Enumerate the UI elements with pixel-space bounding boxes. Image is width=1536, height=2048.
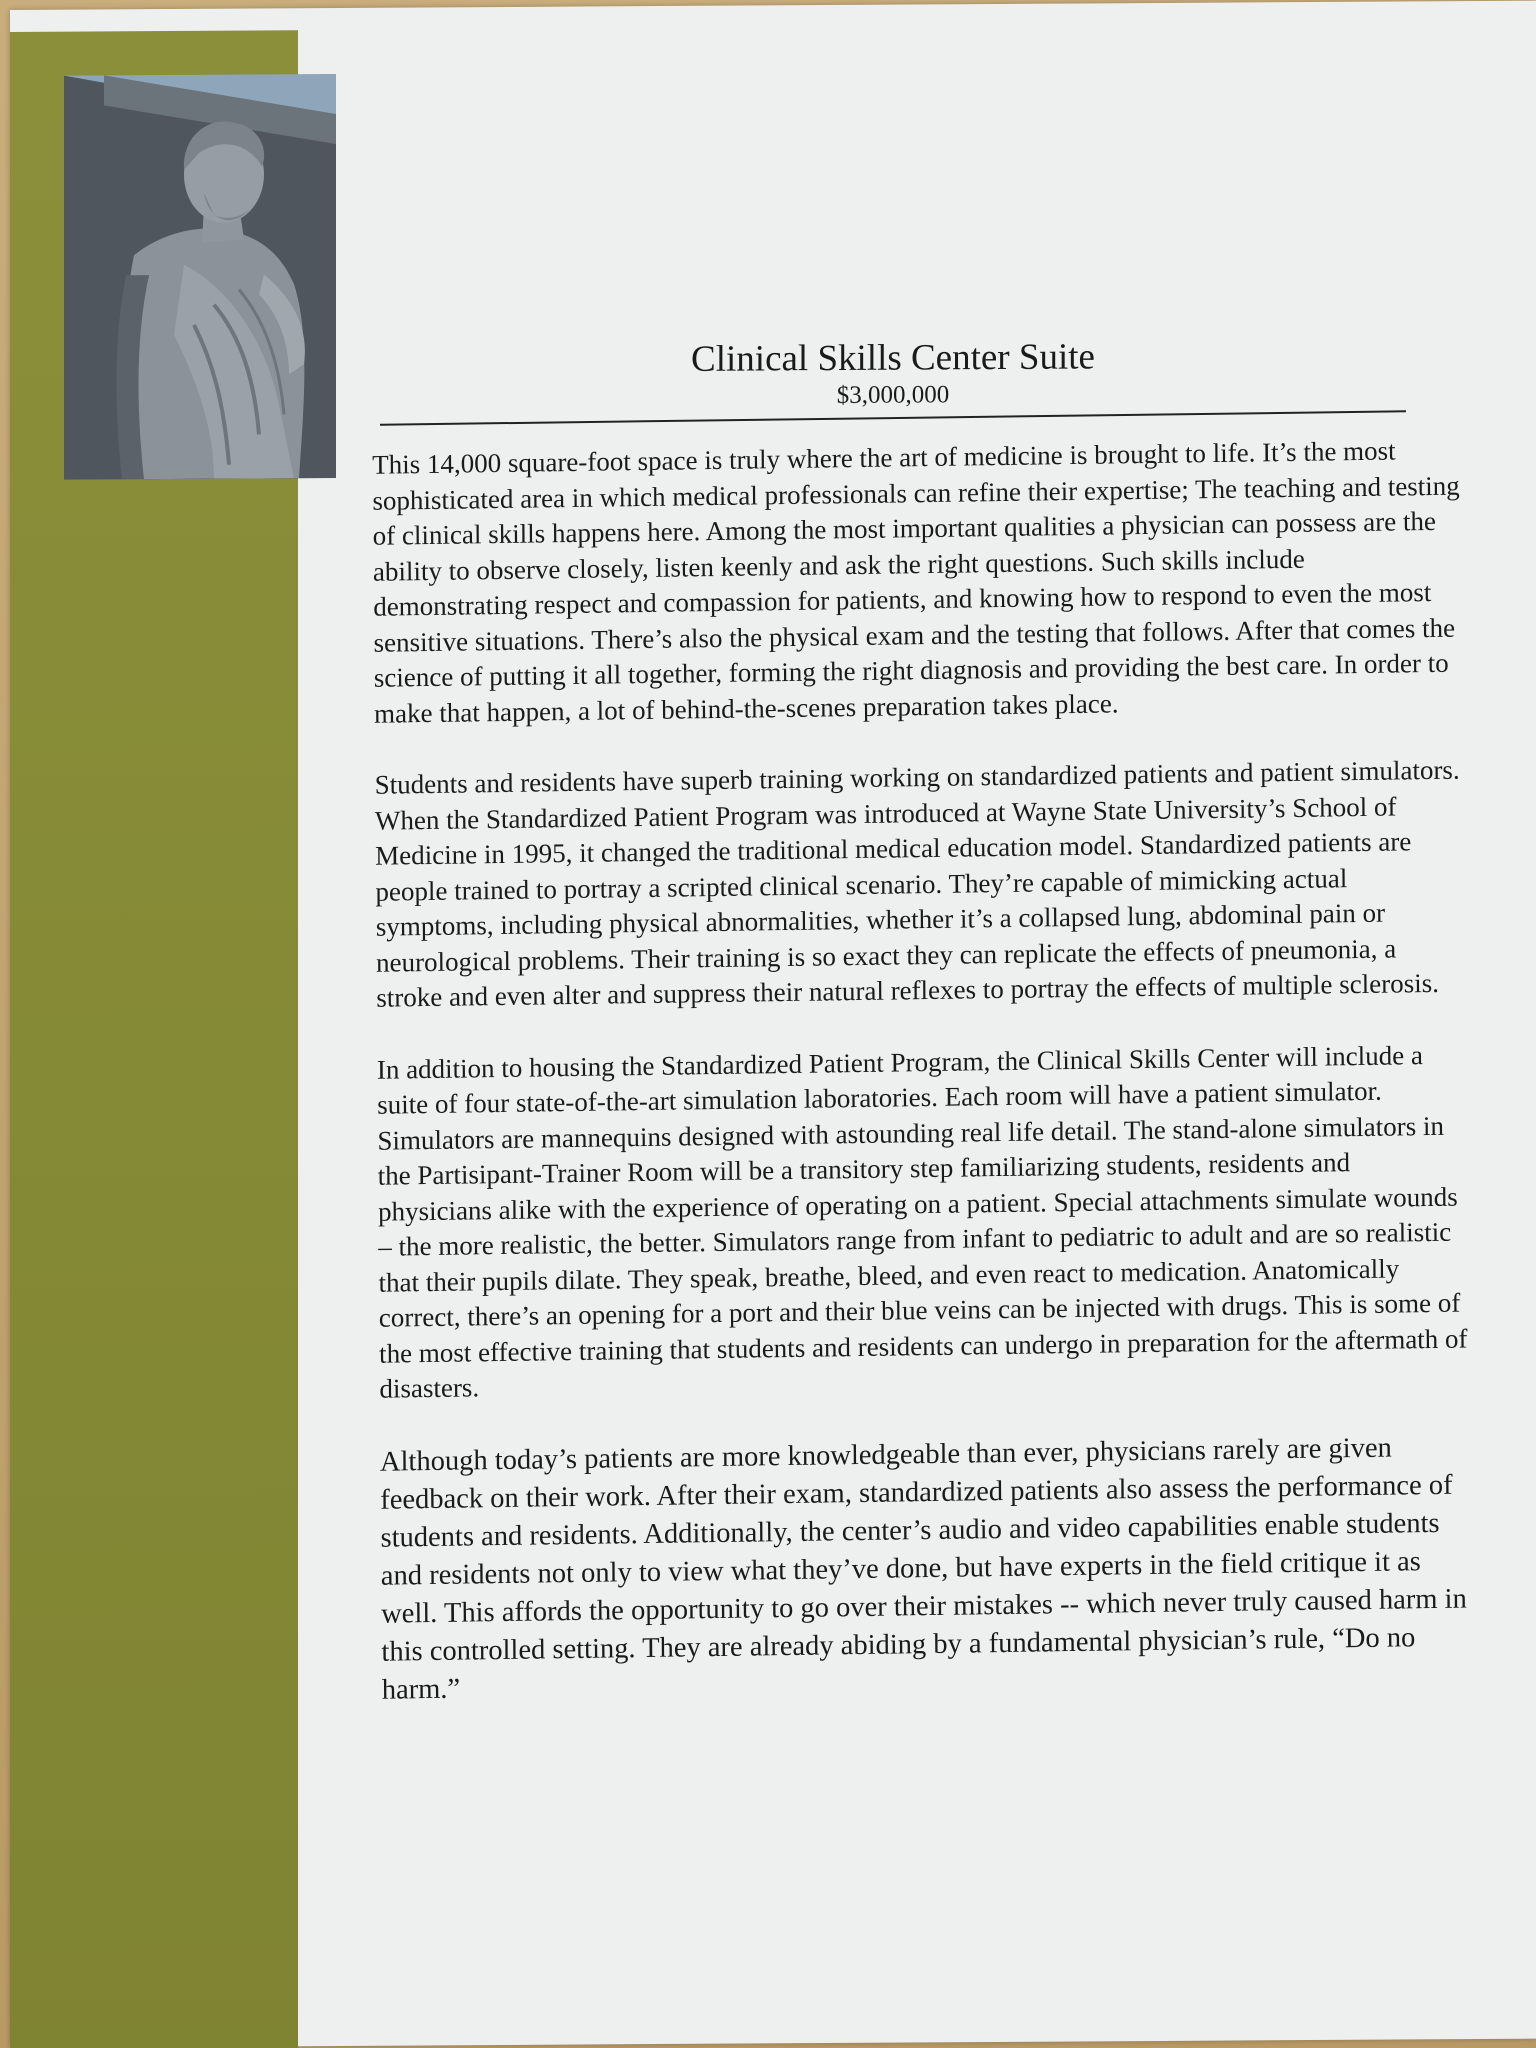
price-label: $3,000,000 <box>836 381 950 409</box>
statue-photo <box>64 74 336 480</box>
document-page <box>10 1 1536 2048</box>
paragraph: Students and residents have superb training working on standardized patients and patient simulators. When the Standardized Patient Program was introduced at Wayne State University’s School of Medicine in 1995, it changed the traditional medical education model. Standardized patients are people trained to portray a scripted clinical scenario. They’re capable of mimicking actual symptoms, including physical abnormalities, whether it’s a collapsed lung, abdominal pain or neurological problems. Their training is so exact they can replicate the effects of pneumonia, a stroke and even alter and suppress their natural reflexes to portray the effects of multiple sclerosis. <box>374 754 1460 1013</box>
paragraph: In addition to housing the Standardized Patient Program, the Clinical Skills Center will include a suite of four state-of-the-art simulation laboratories. Each room will have a patient simulator. Simulators are mannequins designed with astounding real life detail. The stand-alone simulators in the Partisipant-Trainer Room will be a transitory step familiarizing students, residents and physicians alike with the experience of operating on a patient. Special attachments simulate wounds – the more realistic, the better. Simulators range from infant to pediatric to adult and are so realistic that their pupils dilate. They speak, breathe, bleed, and even react to medication. Anatomically correct, there’s an opening for a port and their blue veins can be injected with drugs. This is some of the most effective training that students and residents can undergo in preparation for the aftermath of disasters. <box>376 1039 1468 1404</box>
paragraph: This 14,000 square-foot space is truly where the art of medicine is brought to life. It’s the most sophisticated area in which medical professionals can refine their expertise; The teaching and testing of clinical skills happens here. Among the most important qualities a physician can possess are the ability to observe closely, listen keenly and ask the right questions. Such skills include demonstrating respect and compassion for patients, and knowing how to respond to even the most sensitive situations. There’s also the physical exam and the testing that follows. After that comes the science of putting it all together, forming the right diagnosis and providing the best care. In order to make that happen, a lot of behind-the-scenes preparation takes place. <box>372 435 1460 729</box>
page-title: Clinical Skills Center Suite <box>691 336 1095 380</box>
body-text <box>372 432 1482 1745</box>
paragraph: Although today’s patients are more knowledgeable than ever, physicians rarely are given feedback on their work. After their exam, standardized patients also assess the performance of students and residents. Additionally, the center’s audio and video capabilities enable students and residents not only to view what they’ve done, but have experts in the field critique it as well. This affords the opportunity to go over their mistakes -- which never truly caused harm in this controlled setting. They are already abiding by a fundamental physician’s rule, “Do no harm.” <box>379 1432 1467 1706</box>
heading-block <box>380 333 1406 413</box>
